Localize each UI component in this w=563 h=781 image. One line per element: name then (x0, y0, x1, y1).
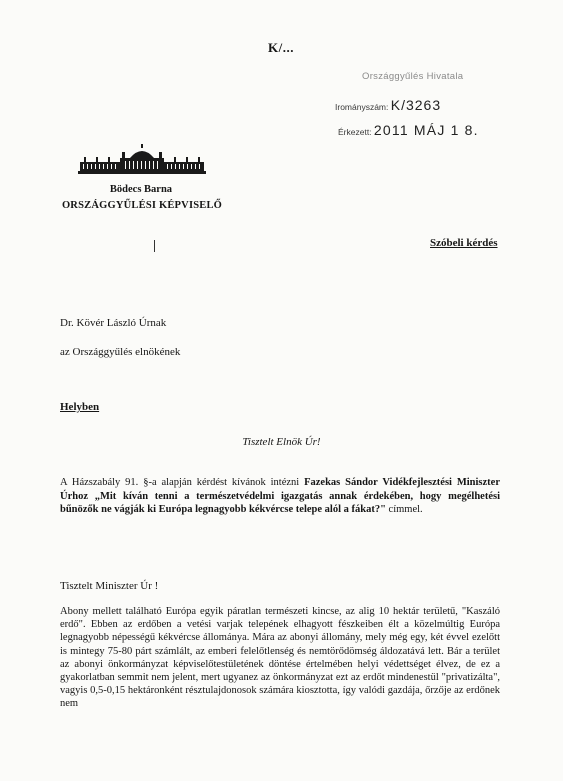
intro-question: „Mit kíván tenni a természetvédelmi igazgatás annak érdekében, hogy megélhetési bűnözők ne vágják ki Európa legnagyobb kékvércse telepe alól a fákat?" (60, 490, 500, 515)
margin-mark (154, 240, 155, 252)
stamp-received-date (338, 122, 479, 138)
intro-paragraph (60, 476, 500, 517)
sender-title: ORSZÁGGYŰLÉSI KÉPVISELŐ (61, 200, 223, 211)
parliament-building-icon (78, 144, 206, 181)
location: Helyben (60, 401, 100, 413)
intro-text-3: címmel. (385, 504, 423, 515)
stamp-office-name: Országgyűlés Hivatala (362, 71, 464, 82)
body-paragraph: Abony mellett található Európa egyik páratlan természeti kincse, az alig 10 hektár területű, "Kaszáló erdő". Ebben az erdőben a vetési varjak telepének elhagyott fészkeiben élt a közelmúltig Európa legnagyobb népességű kékvércse állománya. Mára az abonyi állomány, mely még egy, két évvel ezelőtt is mintegy 75-80 párt számlált, az emberi felelőtlenség és nemtörődömség áldozatává lett. Bár a terület az abonyi önkormányzat képviselőtestületének döntése értelmében helyi védettséget élvez, de ez a gyakorlatban semmit nem jelent, mert ugyanez az önkormányzat ezt az erdőt mindenestül "privatizálta", vagyis 0,5-0,15 hektáronként résztulajdonosok számára kiosztotta, így valódi gazdája, őrzője az erdőnek nem (60, 606, 500, 710)
salutation: Tisztelt Elnök Úr! (242, 436, 321, 448)
intro-text-1: A Házszabály 91. §-a alapján kérdést kívánok intézni (60, 477, 305, 488)
intro-text-2 (88, 491, 95, 502)
reference-number: K/... (268, 40, 294, 55)
stamp-document-number (335, 97, 441, 113)
stamp-doc-no-value: K/3263 (390, 97, 442, 113)
stamp-doc-no-label: Irományszám: (335, 102, 389, 112)
document-type: Szóbeli kérdés (430, 237, 498, 249)
stamp-date-value: 2011 MÁJ 1 8. (373, 122, 479, 138)
intro-addressee: Fazekas Sándor Vidékfejlesztési Miniszter Úrhoz (60, 477, 500, 502)
recipient-name: Dr. Kövér László Úrnak (60, 317, 167, 329)
stamp-date-label: Érkezett: (338, 127, 372, 137)
minister-greeting: Tisztelt Miniszter Úr ! (60, 580, 159, 592)
sender-name: Bödecs Barna (109, 184, 173, 195)
recipient-role: az Országgyűlés elnökének (60, 346, 181, 358)
